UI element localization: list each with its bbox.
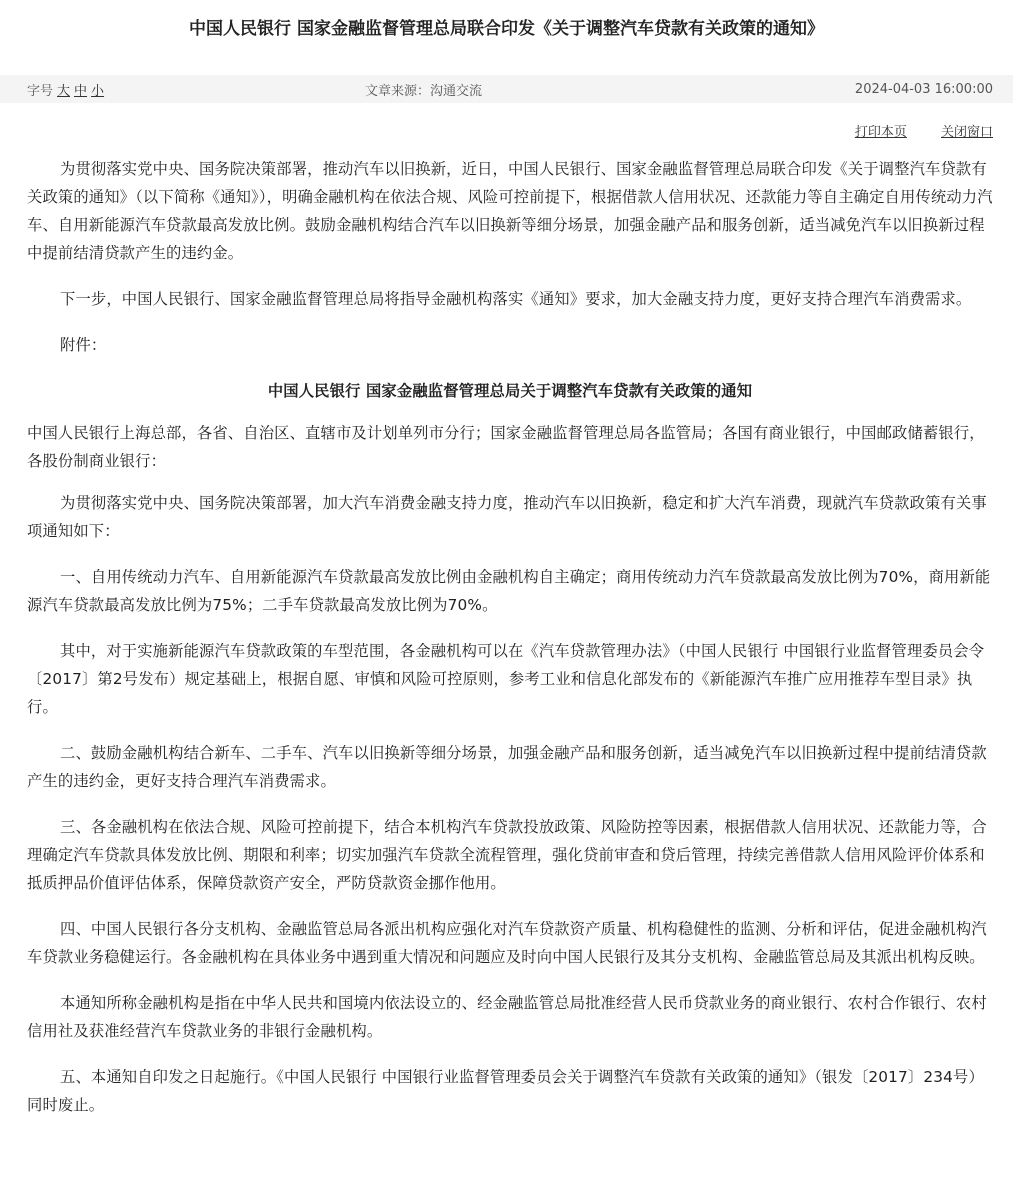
notice-definition: 本通知所称金融机构是指在中华人民共和国境内依法设立的、经金融监管总局批准经营人民币贷款业务的商业银行、农村合作银行、农村信用社及获准经营汽车贷款业务的非银行金融机构。 xyxy=(27,994,987,1040)
font-medium-link[interactable]: 中 xyxy=(74,83,88,99)
print-link[interactable]: 打印本页 xyxy=(854,125,907,140)
attachment-label: 附件： xyxy=(60,336,107,354)
notice-item-1-detail: 其中，对于实施新能源汽车贷款政策的车型范围，各金融机构可以在《汽车贷款管理办法》（中国人民银行 中国银行业监督管理委员会令〔2017〕第2号发布）规定基础上，根据自愿、审慎和风险可控原则，参考工业和信息化部发布的《新能源汽车推广应用推荐车型目录》执行。 xyxy=(27,642,985,716)
notice-addressee: 中国人民银行上海总部，各省、自治区、直辖市及计划单列市分行；国家金融监督管理总局各监管局；各国有商业银行，中国邮政储蓄银行，各股份制商业银行： xyxy=(27,424,985,470)
notice-item-4: 四、中国人民银行各分支机构、金融监管总局各派出机构应强化对汽车贷款资产质量、机构稳健性的监测、分析和评估，促进金融机构汽车贷款业务稳健运行。各金融机构在具体业务中遇到重大情况和问题应及时向中国人民银行及其分支机构、金融监管总局及其派出机构反映。 xyxy=(27,920,987,966)
notice-item-1: 一、自用传统动力汽车、自用新能源汽车贷款最高发放比例由金融机构自主确定；商用传统动力汽车贷款最高发放比例为70%，商用新能源汽车贷款最高发放比例为75%；二手车贷款最高发放比例为70%。 xyxy=(27,568,991,614)
paragraph-next-step: 下一步，中国人民银行、国家金融监督管理总局将指导金融机构落实《通知》要求，加大金融支持力度，更好支持合理汽车消费需求。 xyxy=(60,290,972,308)
article-source: 文章来源：沟通交流 xyxy=(365,83,483,99)
publish-date: 2024-04-03 16:00:00 xyxy=(854,81,993,97)
page-tools xyxy=(0,121,1013,139)
close-window-link[interactable]: 关闭窗口 xyxy=(940,125,993,140)
notice-title: 中国人民银行 国家金融监督管理总局关于调整汽车贷款有关政策的通知 xyxy=(267,382,753,400)
page-title: 中国人民银行 国家金融监督管理总局联合印发《关于调整汽车贷款有关政策的通知》 xyxy=(189,19,824,39)
paragraph-purpose: 为贯彻落实党中央、国务院决策部署，加大汽车消费金融支持力度，推动汽车以旧换新，稳定和扩大汽车消费，现就汽车贷款政策有关事项通知如下： xyxy=(27,494,987,540)
article-meta-bar xyxy=(0,75,1013,103)
notice-item-3: 三、各金融机构在依法合规、风险可控前提下，结合本机构汽车贷款投放政策、风险防控等因素，根据借款人信用状况、还款能力等，合理确定汽车贷款具体发放比例、期限和利率；切实加强汽车贷款全流程管理，强化贷前审查和贷后管理，持续完善借款人信用风险评价体系和抵质押品价值评估体系，保障贷款资产安全，严防贷款资金挪作他用。 xyxy=(27,818,987,892)
notice-item-5: 五、本通知自印发之日起施行。《中国人民银行 中国银行业监督管理委员会关于调整汽车贷款有关政策的通知》（银发〔2017〕234号）同时废止。 xyxy=(27,1068,984,1114)
notice-item-2: 二、鼓励金融机构结合新车、二手车、汽车以旧换新等细分场景，加强金融产品和服务创新，适当减免汽车以旧换新过程中提前结清贷款产生的违约金，更好支持合理汽车消费需求。 xyxy=(27,744,987,790)
font-small-link[interactable]: 小 xyxy=(91,83,105,99)
font-size-control xyxy=(27,80,104,99)
paragraph-intro: 为贯彻落实党中央、国务院决策部署，推动汽车以旧换新，近日，中国人民银行、国家金融监督管理总局联合印发《关于调整汽车贷款有关政策的通知》（以下简称《通知》），明确金融机构在依法合规、风险可控前提下，根据借款人信用状况、还款能力等自主确定自用传统动力汽车、自用新能源汽车贷款最高发放比例。鼓励金融机构结合汽车以旧换新等细分场景，加强金融产品和服务创新，适当减免汽车以旧换新过程中提前结清贷款产生的违约金。 xyxy=(27,160,993,262)
font-large-link[interactable]: 大 xyxy=(57,83,71,99)
article-body xyxy=(0,155,1013,1119)
font-size-label: 字号 xyxy=(27,83,54,99)
